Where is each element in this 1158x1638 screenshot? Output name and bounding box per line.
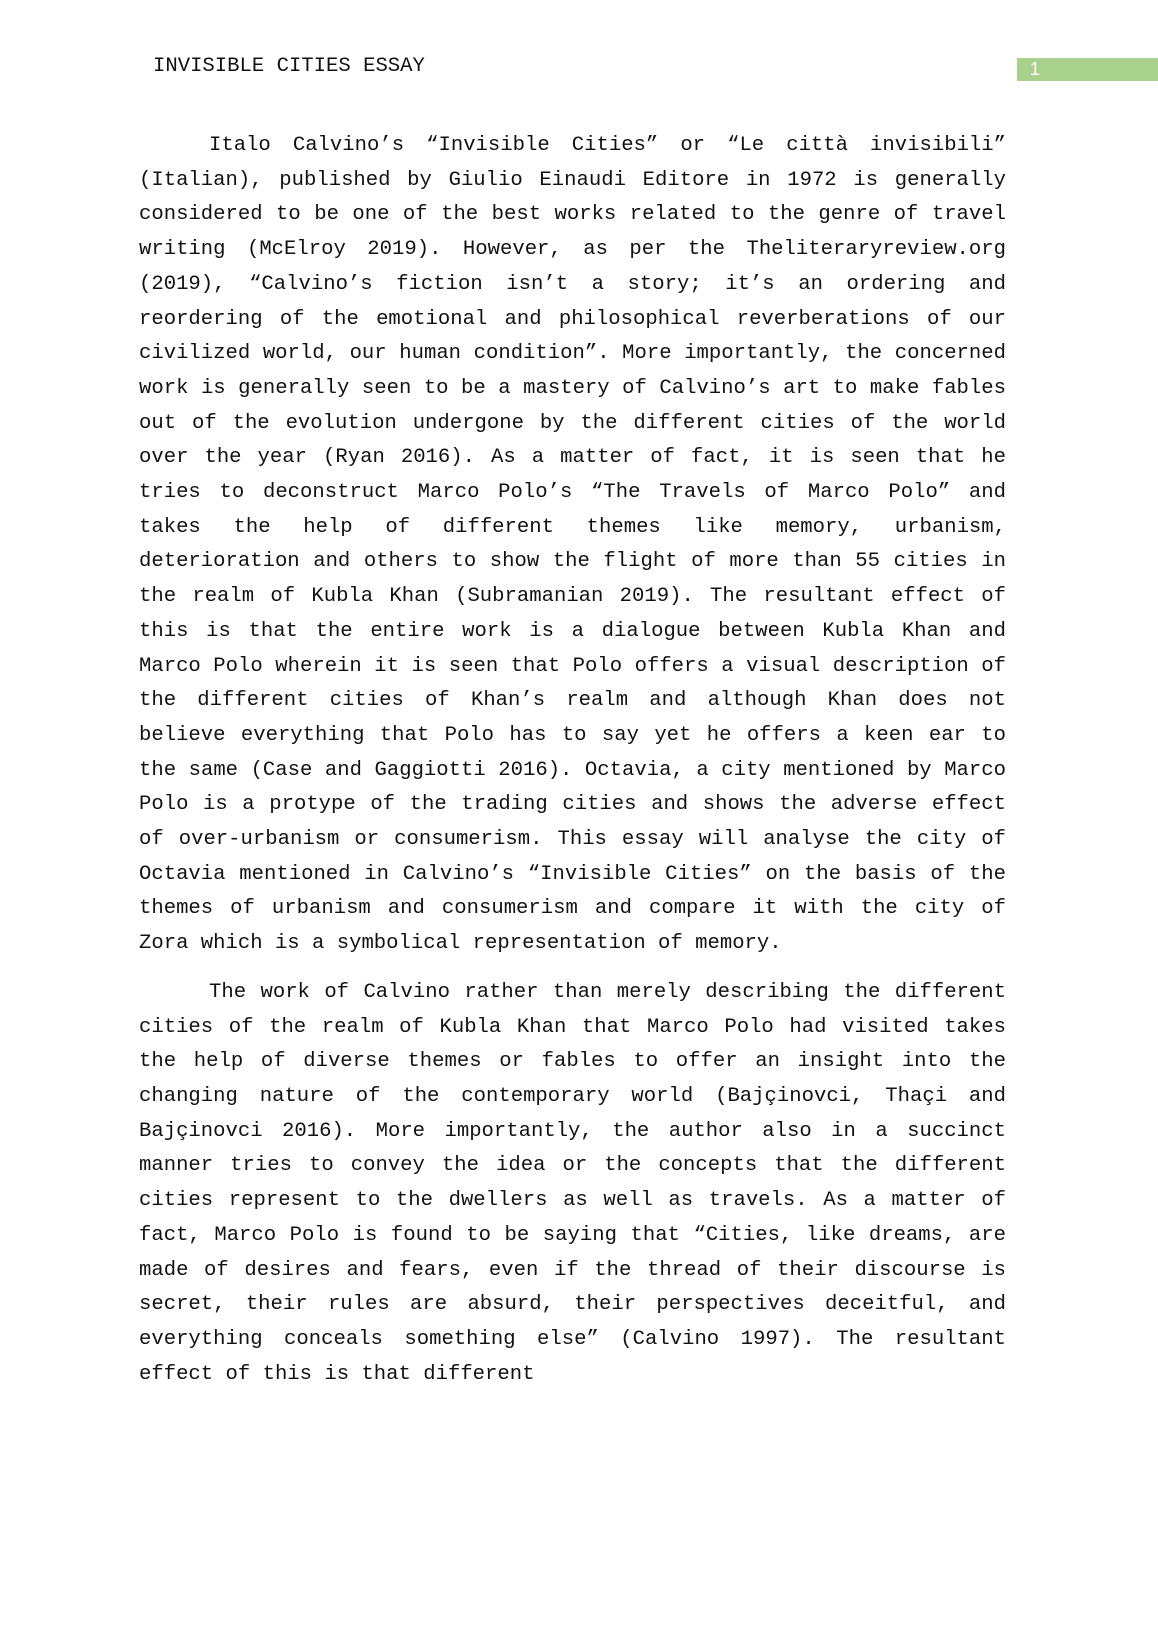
paragraph-second: The work of Calvino rather than merely describing the different cities of the realm of Kubla Khan that Marco Polo had visited takes the help of diverse themes or fables to offer an insight into the changing nature of the contemporary world (Bajçinovci, Thaçi and Bajçinovci 2016). More importantly, the author also in a succinct manner tries to convey the idea or the concepts that the different cities represent to the dwellers as well as travels. As a matter of fact, Marco Polo is found to be saying that “Cities, like dreams, are made of desires and fears, even if the thread of their discourse is secret, their rules are absurd, their perspectives deceitful, and everything conceals something else” (Calvino 1997). The resultant effect of this is that different — [139, 980, 1006, 1386]
essay-body — [139, 129, 1006, 1406]
page-number-badge — [1017, 58, 1158, 81]
page-number: 1 — [1030, 59, 1041, 79]
running-header-title: INVISIBLE CITIES ESSAY — [153, 55, 425, 78]
paragraph-introduction: Italo Calvino’s “Invisible Cities” or “Le città invisibili” (Italian), published by Giulio Einaudi Editore in 1972 is generally considered to be one of the best works related to the genre of travel writing (McElroy 2019). However, as per the Theliteraryreview.org (2019), “Calvino’s fiction isn’t a story; it’s an ordering and reordering of the emotional and philosophical reverberations of our civilized world, our human condition”. More importantly, the concerned work is generally seen to be a mastery of Calvino’s art to make fables out of the evolution undergone by the different cities of the world over the year (Ryan 2016). As a matter of fact, it is seen that he tries to deconstruct Marco Polo’s “The Travels of Marco Polo” and takes the help of different themes like memory, urbanism, deterioration and others to show the flight of more than 55 cities in the realm of Kubla Khan (Subramanian 2019). The resultant effect of this is that the entire work is a dialogue between Kubla Khan and Marco Polo wherein it is seen that Polo offers a visual description of the different cities of Khan’s realm and although Khan does not believe everything that Polo has to say yet he offers a keen ear to the same (Case and Gaggiotti 2016). Octavia, a city mentioned by Marco Polo is a protype of the trading cities and shows the adverse effect of over-urbanism or consumerism. This essay will analyse the city of Octavia mentioned in Calvino’s “Invisible Cities” on the basis of the themes of urbanism and consumerism and compare it with the city of Zora which is a symbolical representation of memory. — [139, 134, 1006, 956]
